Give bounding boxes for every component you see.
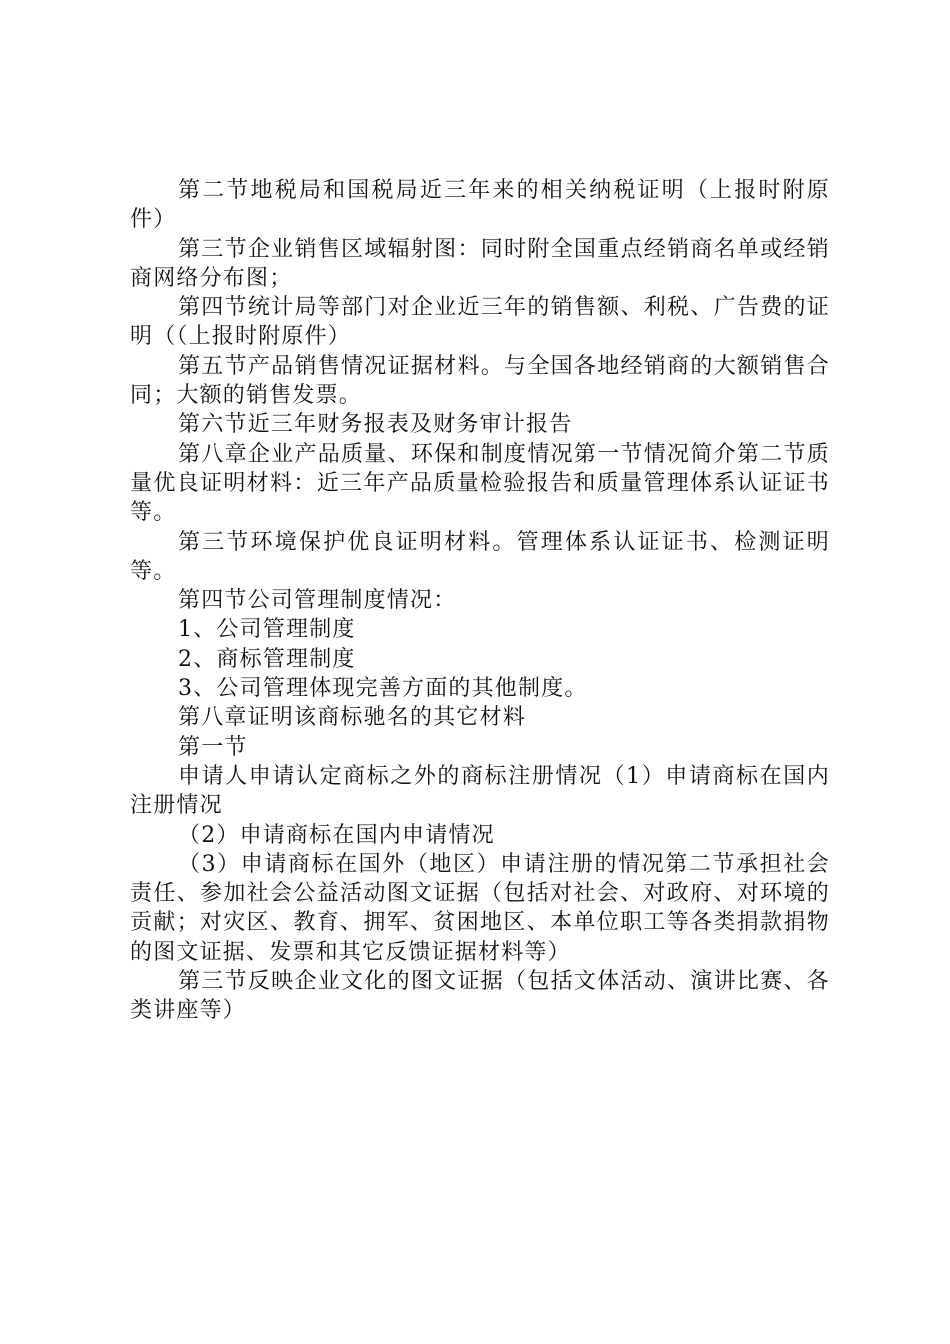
paragraph-tax-certificate: 第二节地税局和国税局近三年来的相关纳税证明（上报时附原件）	[130, 178, 830, 233]
paragraph-foreign-registration: （3）申请商标在国外（地区）申请注册的情况第二节承担社会责任、参加社会公益活动图文证据（包括对社会、对政府、对环境的贡献；对灾区、教育、拥军、贫困地区、本单位职工等各类捐款捐物的图文证据、发票和其它反馈证据材料等）	[130, 851, 830, 965]
paragraph-other-materials-chapter: 第八章证明该商标驰名的其它材料	[178, 705, 527, 731]
paragraph-quality-chapter: 第八章企业产品质量、环保和制度情况第一节情况简介第二节质量优良证明材料：近三年产品质量检验报告和质量管理体系认证证书等。	[130, 441, 830, 526]
list-item-trademark-management: 2、商标管理制度	[178, 646, 356, 672]
paragraph-domestic-application: （2）申请商标在国内申请情况	[178, 822, 495, 848]
document-body	[130, 176, 830, 1026]
paragraph-corporate-culture: 第三节反映企业文化的图文证据（包括文体活动、演讲比赛、各类讲座等）	[130, 969, 830, 1024]
paragraph-sales-evidence: 第五节产品销售情况证据材料。与全国各地经销商的大额销售合同；大额的销售发票。	[130, 353, 830, 409]
list-item-company-management: 1、公司管理制度	[178, 617, 356, 643]
paragraph-sales-region-map: 第三节企业销售区域辐射图：同时附全国重点经销商名单或经销商网络分布图；	[130, 236, 830, 291]
paragraph-trademark-registration: 申请人申请认定商标之外的商标注册情况（1）申请商标在国内注册情况	[130, 763, 830, 819]
paragraph-environment-evidence: 第三节环境保护优良证明材料。管理体系认证证书、检测证明等。	[130, 529, 830, 584]
paragraph-management-systems: 第四节公司管理制度情况：	[178, 588, 457, 614]
paragraph-financial-reports: 第六节近三年财务报表及财务审计报告	[178, 412, 573, 438]
list-item-other-systems: 3、公司管理体现完善方面的其他制度。	[178, 676, 588, 702]
paragraph-statistics-certificate: 第四节统计局等部门对企业近三年的销售额、利税、广告费的证明（（上报时附原件）	[130, 295, 830, 350]
paragraph-section-one: 第一节	[178, 734, 248, 760]
